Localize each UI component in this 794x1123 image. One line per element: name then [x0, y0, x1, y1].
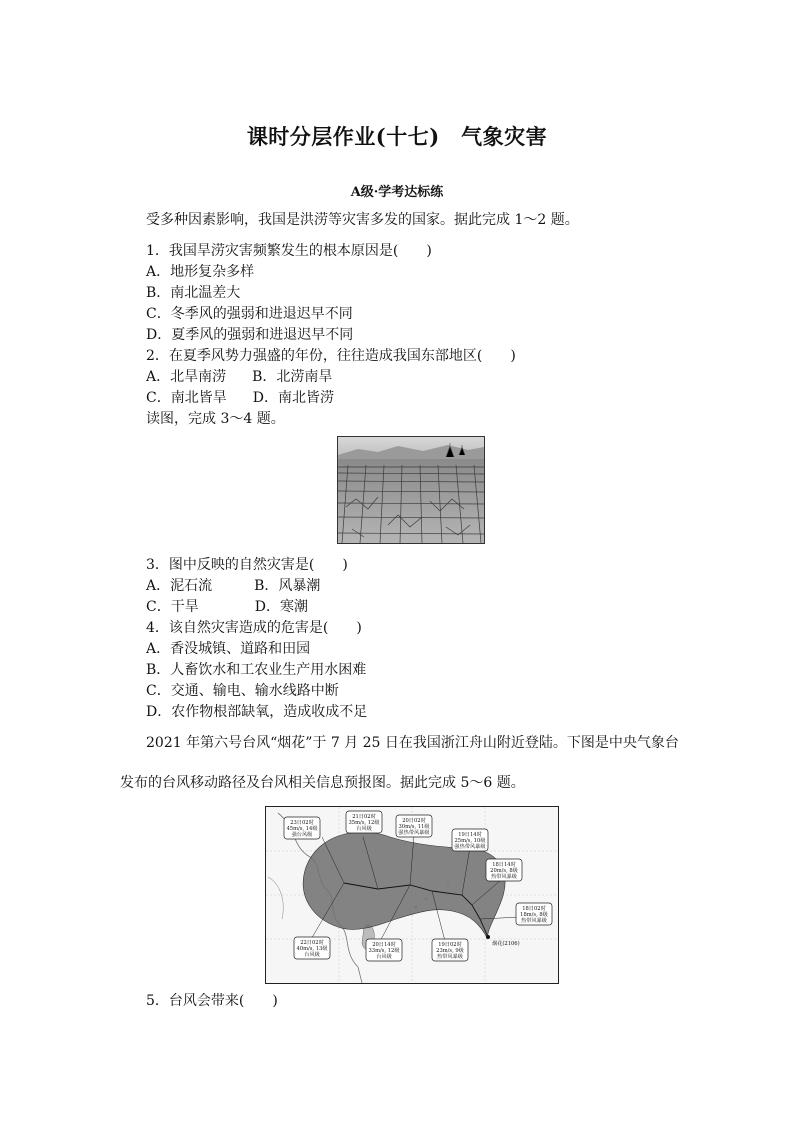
question-2-option-d: D．南北皆涝: [252, 390, 334, 406]
typhoon-info-text: 20m/s, 8级: [490, 868, 518, 874]
question-2-option-b: B．北涝南旱: [252, 369, 333, 385]
typhoon-info-box: [294, 937, 330, 959]
intro-paragraph-3-line-1: 2021 年第六号台风“烟花”于 7 月 25 日在我国浙江舟山附近登陆。下图是中央气象台: [146, 735, 679, 751]
typhoon-info-box: [486, 859, 522, 881]
question-2-options-ab: [146, 367, 332, 387]
typhoon-map-drawing: [266, 807, 558, 983]
typhoon-info-text: 33m/s, 12级: [368, 948, 400, 954]
typhoon-info-text: 强台风级: [291, 832, 313, 838]
typhoon-info-box: [346, 811, 382, 833]
typhoon-info-text: 22日02时: [300, 940, 324, 946]
typhoon-info-text: 台风级: [376, 954, 392, 960]
typhoon-info-text: 25m/s, 10级: [454, 838, 486, 844]
question-3-option-c: C．干旱: [146, 599, 199, 615]
question-2-option-a: A．北旱南涝: [146, 369, 227, 385]
typhoon-info-text: 热带风暴级: [521, 918, 547, 924]
typhoon-info-text: 19日14时: [458, 832, 482, 838]
section-heading: A级·学考达标练: [350, 185, 444, 200]
question-1-option-c: C．冬季风的强弱和进退迟早不同: [146, 306, 353, 322]
typhoon-info-text: 23日02时: [290, 820, 314, 826]
intro-paragraph-1: 受多种因素影响，我国是洪涝等灾害多发的国家。据此完成 1～2 题。: [146, 212, 579, 228]
question-4-option-d: D．农作物根部缺氧，造成收成不足: [146, 704, 368, 720]
question-4-option-b: B．人畜饮水和工农业生产用水困难: [146, 662, 367, 678]
question-4-stem: 4．该自然灾害造成的危害是( ): [146, 620, 362, 636]
typhoon-info-text: 45m/s, 14级: [286, 826, 318, 832]
typhoon-info-text: 20日02时: [402, 818, 426, 824]
typhoon-info-text: 强热带风暴级: [454, 844, 486, 850]
question-2-options-cd: [146, 388, 334, 408]
typhoon-track-map: [265, 806, 559, 984]
typhoon-info-box: [366, 939, 402, 961]
question-3-option-b: B．风暴潮: [254, 578, 321, 594]
question-4-option-a: A．香没城镇、道路和田园: [146, 641, 311, 657]
question-1-stem: 1．我国旱涝灾害频繁发生的根本原因是( ): [146, 243, 432, 259]
drought-photo: [337, 436, 485, 544]
typhoon-info-text: 21日02时: [352, 814, 376, 820]
question-3-options-cd: [146, 597, 308, 617]
typhoon-info-text: 强热带风暴级: [398, 830, 430, 836]
typhoon-info-box: [432, 939, 468, 961]
typhoon-info-box: [396, 815, 432, 837]
page-title: 课时分层作业(十七) 气象灾害: [246, 124, 548, 149]
typhoon-info-text: 35m/s, 12级: [348, 820, 380, 826]
question-2-option-c: C．南北皆旱: [146, 390, 227, 406]
intro-paragraph-3-line-2: 发布的台风移动路径及台风相关信息预报图。据此完成 5～6 题。: [120, 775, 525, 791]
question-1-option-a: A．地形复杂多样: [146, 264, 255, 280]
storm-name-label: 烟花(2106): [492, 941, 520, 947]
typhoon-info-text: 台风级: [304, 952, 320, 958]
question-1-option-b: B．南北温差大: [146, 285, 241, 301]
drought-photo-drawing: [338, 437, 484, 543]
typhoon-info-box: [516, 903, 552, 925]
question-3-option-a: A．泥石流: [146, 578, 213, 594]
question-3-stem: 3．图中反映的自然灾害是( ): [146, 557, 348, 573]
question-4-option-c: C．交通、输电、输水线路中断: [146, 683, 339, 699]
typhoon-info-text: 23m/s, 9级: [436, 948, 464, 954]
question-3-option-d: D．寒潮: [254, 599, 308, 615]
typhoon-info-text: 台风级: [356, 826, 372, 832]
typhoon-info-box: [284, 817, 320, 839]
typhoon-info-text: 热带风暴级: [437, 954, 463, 960]
typhoon-info-text: 18日02时: [522, 906, 546, 912]
intro-paragraph-2: 读图，完成 3～4 题。: [146, 411, 285, 427]
typhoon-info-text: 热带风暴级: [491, 874, 517, 880]
typhoon-info-text: 40m/s, 13级: [296, 946, 328, 952]
question-2-stem: 2．在夏季风势力强盛的年份，往往造成我国东部地区( ): [146, 348, 516, 364]
typhoon-info-text: 19日02时: [438, 942, 462, 948]
typhoon-info-text: 18日14时: [492, 862, 516, 868]
typhoon-info-text: 18m/s, 8级: [520, 912, 548, 918]
typhoon-info-text: 20日14时: [372, 942, 396, 948]
question-1-option-d: D．夏季风的强弱和进退迟早不同: [146, 327, 354, 343]
typhoon-info-text: 30m/s, 11级: [398, 824, 430, 830]
question-5-stem: 5．台风会带来( ): [146, 993, 278, 1009]
typhoon-info-box: [452, 829, 488, 851]
question-3-options-ab: [146, 576, 320, 596]
